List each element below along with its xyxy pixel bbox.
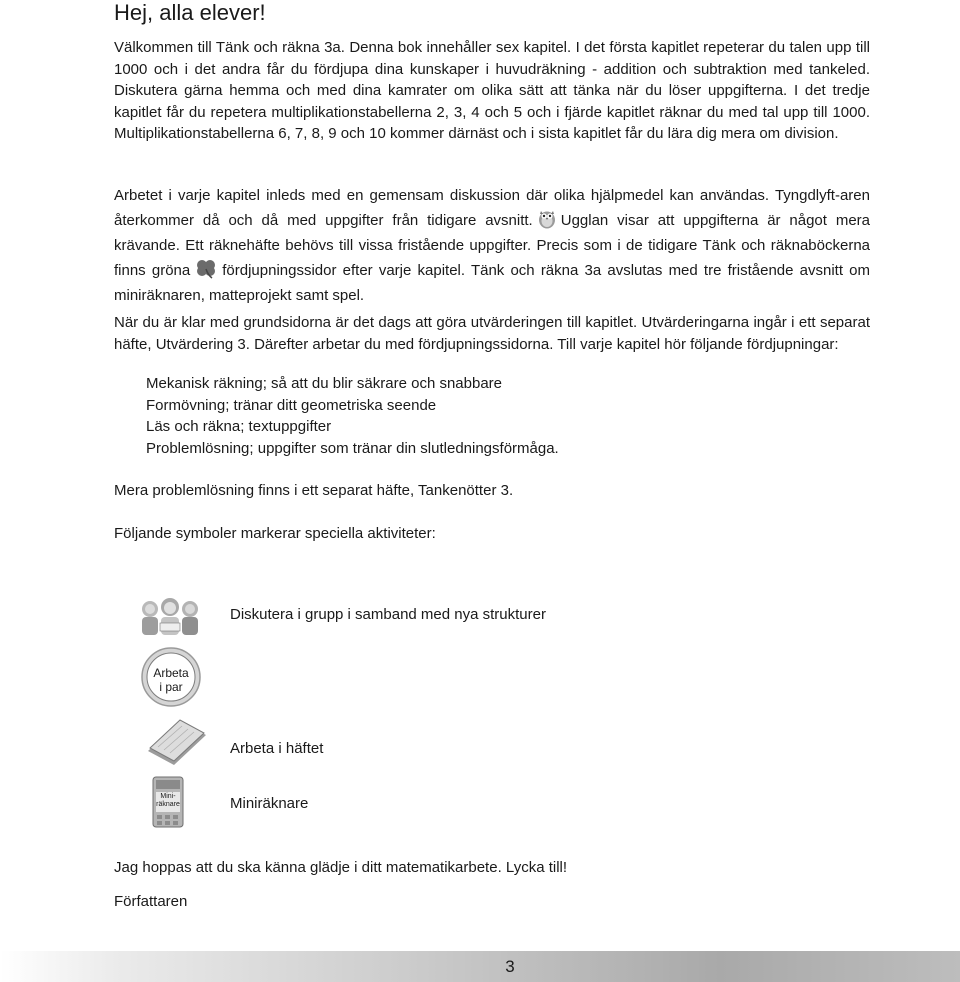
- activities-paragraph: [114, 185, 870, 307]
- closing-paragraph: Jag hoppas att du ska känna glädje i ditt matematikarbete. Lycka till!: [114, 859, 568, 876]
- activities-text-2: Ugglan visar att uppgifterna är något mera krävande. Ett räknehäfte behövs till vissa fristående uppgifter. Precis som i de tidigare Tänk och räknaböckerna finns gröna: [114, 211, 871, 279]
- calculator-symbol-label: Miniräknare: [230, 795, 309, 812]
- group-kids-icon: [136, 597, 206, 642]
- list-item: Formövning; tränar ditt geometriska seende: [146, 397, 437, 414]
- activities-text-3: fördjupningssidor efter varje kapitel. Tänk och räkna 3a avslutas med tre fristående avsnitt om miniräknaren, matteprojekt samt spel.: [114, 261, 871, 304]
- evaluation-paragraph: När du är klar med grundsidorna är det dags att göra utvärderingen till kapitlet. Utvärderingarna ingår i ett separat häfte, Utvärdering 3. Därefter arbetar du med fördjupningssidorna. Till varje kapitel hör följande fördjupningar:: [114, 314, 870, 353]
- clover-icon: [194, 257, 218, 286]
- pair-badge-icon: [140, 646, 200, 706]
- activities-text-1: Arbetet i varje kapitel inleds med en gemensam diskussion där olika hjälpmedel kan användas. Tyngdlyft-aren återkommer då och då med uppgifter från tidigare avsnitt.: [114, 187, 870, 229]
- page-heading: Hej, alla elever!: [114, 0, 266, 25]
- group-symbol-label: Diskutera i grupp i samband med nya strukturer: [230, 606, 546, 623]
- calculator-badge-line2: räknare: [156, 801, 180, 808]
- list-item: Mekanisk räkning; så att du blir säkrare och snabbare: [146, 375, 503, 392]
- calculator-badge-line1: Mini-: [160, 793, 176, 800]
- notebook-icon: [144, 717, 210, 774]
- calculator-icon: [152, 776, 184, 828]
- list-item: Läs och räkna; textuppgifter: [146, 418, 332, 435]
- list-item: Problemlösning; uppgifter som tränar din slutledningsförmåga.: [146, 440, 559, 457]
- notebook-symbol-label: Arbeta i häftet: [230, 740, 324, 757]
- owl-icon: [537, 207, 557, 236]
- intro-paragraph: Välkommen till Tänk och räkna 3a. Denna bok innehåller sex kapitel. I det första kapitlet repeterar du talen upp till 1000 och i det andra får du fördjupa dina kunskaper i huvudräkning - addition och subtraktion med tankeled. Diskutera gärna hemma och med dina kamrater om olika sätt att tänka när du löser uppgifterna. I det tredje kapitlet får du repetera multiplikationstabellerna 2, 3, 4 och 5 och i fjärde kapitlet räknar du med tal upp till 1000. Multiplikationstabellerna 6, 7, 8, 9 och 10 kommer därnäst och i sista kapitlet får du lära dig mera om division.: [114, 39, 870, 142]
- pair-badge-line1: Arbeta: [153, 666, 189, 680]
- pair-badge-line2: i par: [159, 680, 183, 694]
- problem-solving-paragraph: Mera problemlösning finns i ett separat häfte, Tankenötter 3.: [114, 482, 514, 499]
- signature: Författaren: [114, 893, 188, 910]
- page-number: 3: [505, 957, 515, 976]
- symbols-intro: Följande symboler markerar speciella aktiviteter:: [114, 525, 436, 542]
